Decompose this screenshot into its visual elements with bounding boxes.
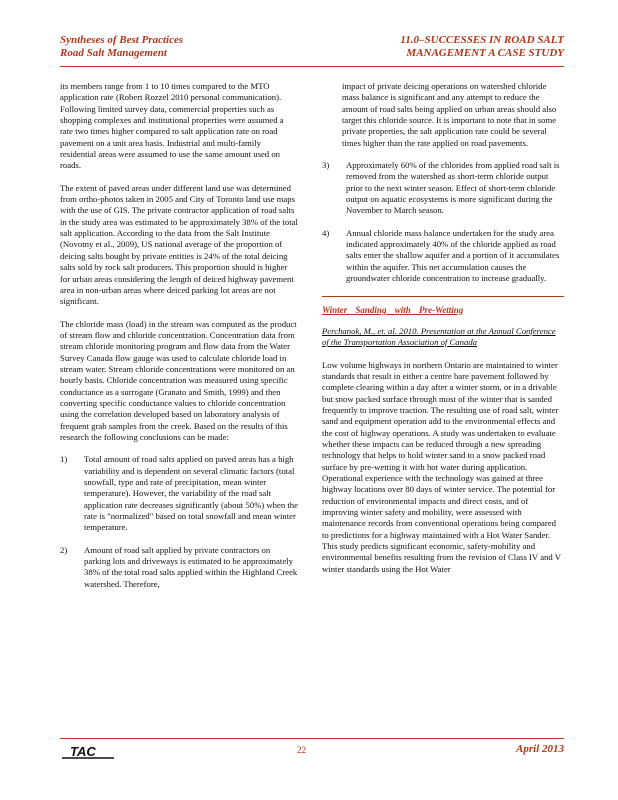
list-item-text: Amount of road salt applied by private contractors on parking lots and driveways is estimated to be approximately 38% of the total road salts applied within the Highland Creek watershed. Therefore, [84, 544, 298, 589]
list-item [322, 160, 564, 217]
running-header-left [60, 34, 183, 60]
tac-logo [60, 742, 116, 762]
header-rule [60, 66, 564, 67]
list-item-number: 3) [322, 160, 330, 171]
list-item-text: Approximately 60% of the chlorides from applied road salt is removed from the watershed as short-term chloride output prior to the next winter season. Effect of short-term chloride output on aquatic ecosystems is more significant during the November to March season. [346, 160, 560, 216]
list-item-number: 1) [60, 454, 68, 465]
header-publication-subtitle: Road Salt Management [60, 47, 167, 59]
list-item [60, 545, 298, 590]
section-heading: Winter Sanding with Pre-Wetting [322, 304, 464, 315]
running-header-right [400, 34, 564, 60]
paragraph: its members range from 1 to 10 times compared to the MTO application rate (Robert Rozzel 2010 personal communication). Following limited survey data, commercial properties such as shopping complexes and institutional properties were assumed a rate two times higher compared to salt application rate on road pavement on a unit area basis. Industrial and multi-family residential areas were assumed to use the same amount used on roads. [60, 81, 284, 171]
list-item [60, 454, 298, 533]
header-chapter-title: 11.0–SUCCESSES IN ROAD SALT [400, 34, 564, 46]
footer-date: April 2013 [516, 743, 564, 755]
list-item-text: Total amount of road salts applied on paved areas has a high variability and is dependent on several climatic factors (total snowfall, type and rate of precipitation, mean winter temperature). However, the variability of the road salt application rate decreases significantly (about 50%) when the rate is "normalized" based on total snowfall and mean winter temperature. [84, 454, 298, 533]
list-item-number: 2) [60, 544, 68, 555]
header-chapter-subtitle: MANAGEMENT A CASE STUDY [406, 47, 564, 59]
left-column [60, 81, 298, 601]
footer-rule [60, 738, 564, 739]
section-rule [322, 296, 564, 297]
header-publication-title: Syntheses of Best Practices [60, 34, 184, 46]
list-item-continuation: impact of private deicing operations on watershed chloride mass balance is significant and any attempt to reduce the amount of road salts being applied on urban areas should also target this chloride source. It is important to note that in some private properties, the salt application rate could be several times higher than the rate applied on road pavements. [342, 81, 557, 148]
right-column [322, 81, 564, 586]
list-item [322, 228, 564, 285]
list-item-number: 4) [322, 227, 330, 238]
list-item-text: Annual chloride mass balance undertaken for the study area indicated approximately 40% of the chloride applied as road salts enter the shallow aquifer and a portion of it accumulates within the aquifer. This net accumulation causes the groundwater chloride concentration to increase gradually. [346, 227, 560, 284]
logo-text: TAC [70, 744, 96, 759]
paragraph: The extent of paved areas under different land use was determined from ortho-photos taken in 2005 and City of Toronto land use maps with the use of GIS. The private contractor application of road salts in the study area was estimated to be approximately 38% of the total salt application. According to the data from the Salt Institute (Novotny et al., 2009), US national average of the proportion of deicing salts bought by private entities is 24% of the total deicing salts sold by rock salt producers. This proportion should is higher for urban areas considering the length of deiced highway pavement area in non-urban areas where deiced parking lot areas are not significant. [60, 182, 298, 307]
page-number: 22 [297, 745, 306, 755]
paragraph: Low volume highways in northern Ontario are maintained to winter standards that result in either a centre bare pavement followed by complete clearing within a day after a winter storm, or in a drivable but snow packed surface through most of the winter that is sanded frequently to improve traction. The resulting use of road salt, winter sand and equipment operation add to the environmental effects and the cost of highway operations. A study was undertaken to evaluate whether these impacts can be reduced through a new spreading technology that helps to hold winter sand to a snow packed road surface by pre-wetting it with hot water during application. Operational experience with the technology was gained at three highway locations over 80 days of winter service. The potential for reduction of environmental impacts and direct costs, and of improving winter safety and mobility, were assessed with maintenance records from conventional operations being compared to predictions for a highway maintained with a Hot Water Sander. This study predicts significant economic, safety-mobility and environmental benefits resulting from the revision of Class IV and V winter standards using the Hot Water [322, 359, 561, 574]
reference-citation: Perchanok, M., et. al. 2010. Presentation at the Annual Conference of the Transportation Association of Canada [322, 325, 556, 348]
paragraph: The chloride mass (load) in the stream was computed as the product of stream flow and chloride concentration. Concentration data from stream chloride monitoring program and flow data from the Water Survey Canada flow gauge was used to calculate chloride load in stream water. Stream chloride concentrations were monitored on an hourly basis. Chloride concentration was measured using specific conductance as a surrogate (Granato and Smith, 1999) and then converting specific conductance values to chloride concentration using the correlation developed based on laboratory analysis of frequent grab samples from the creek. Based on the results of this research the following conclusions can be made: [60, 318, 297, 442]
